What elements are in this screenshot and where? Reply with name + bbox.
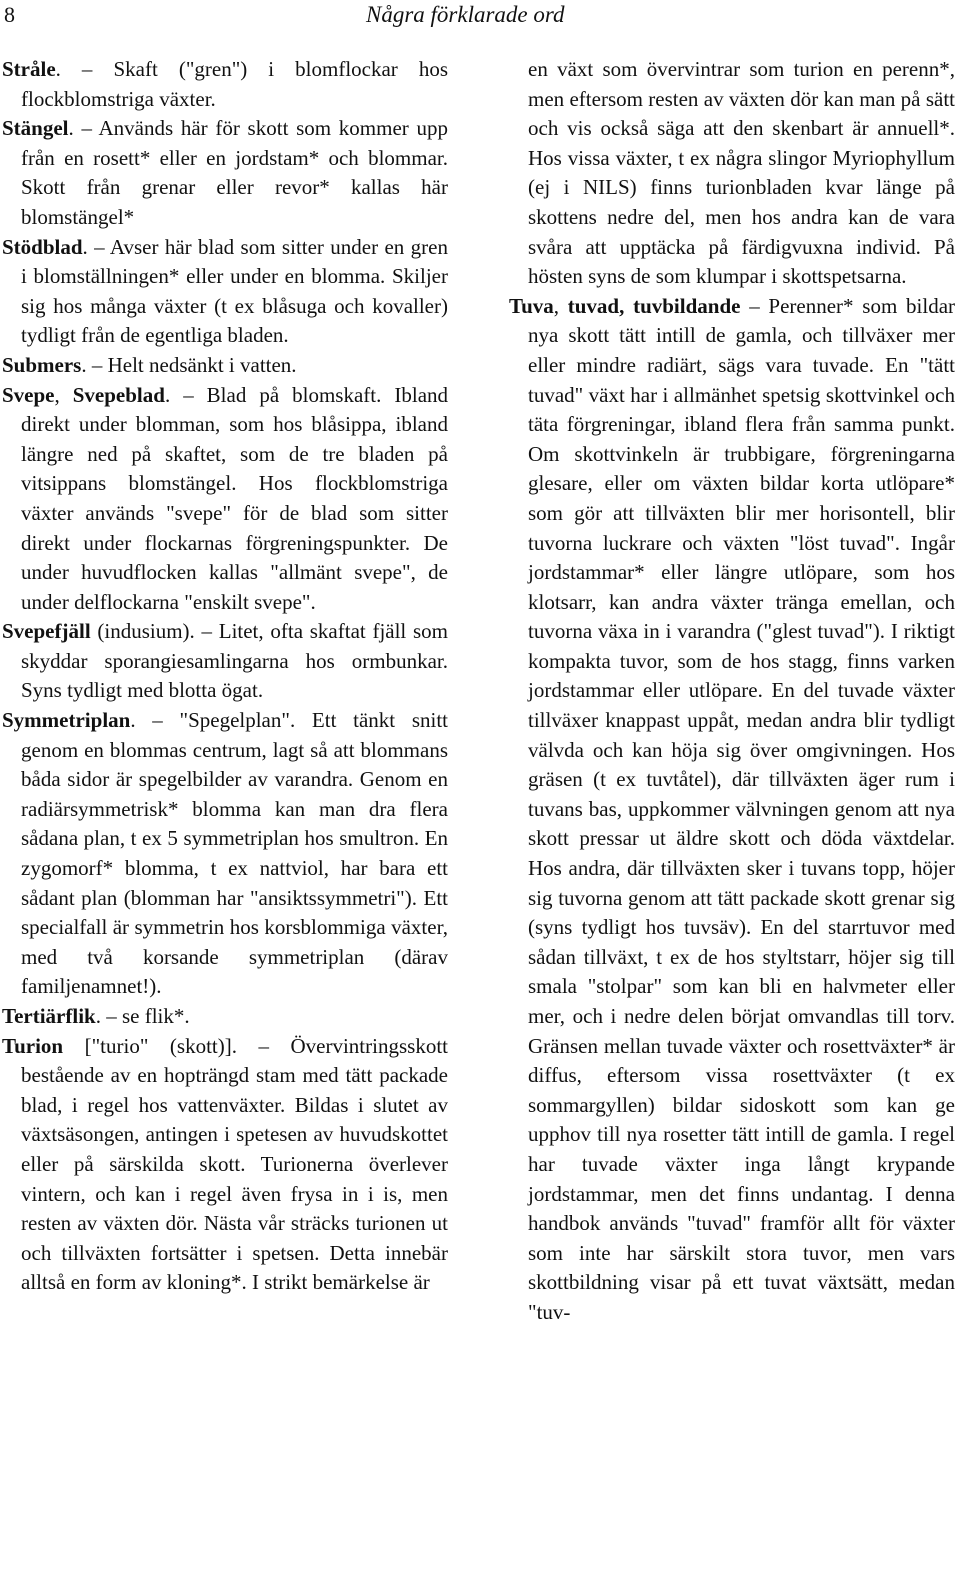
entry-term: Stråle — [2, 57, 56, 81]
entry-text: . – se flik*. — [95, 1004, 190, 1028]
glossary-entry-stangel — [2, 114, 448, 232]
glossary-entry-symmetriplan — [2, 706, 448, 1002]
entry-text: . – Avser här blad som sitter under en gren i blomställningen* eller under en blomma. Skiljer sig hos många växter (t ex blåsuga och kovaller) tydligt från de egentliga bladen. — [21, 234, 448, 348]
glossary-entry-tuva — [509, 292, 955, 1328]
entry-term: Tertiärflik — [2, 1004, 96, 1028]
entry-text: . – Skaft ("gren") i blomflockar hos flockblomstriga växter. — [21, 57, 448, 111]
entry-term: Svepefjäll — [2, 619, 91, 644]
entry-text: (indusium). – Litet, ofta skaftat fjäll som skyddar sporangiesamlingarna hos ormbunkar. Syns tydligt med blotta ögat. — [21, 619, 448, 703]
entry-text: – Perenner* som bildar nya skott tätt intill de gamla, och tillväxer mer eller mindre radiärt, sägs vara tuvade. En "tätt tuvad" växt har i allmänhet spetsig skottvinkel och täta förgreningar, ibland flera från samma punkt. Om skottvinkeln är trubbigare, förgreningarna glesare, eller om växten bildar korta utlöpare* som gör att tillväxten blir mer horisontell, blir tuvorna luckrare och växten "löst tuvad". Ingår jordstammar* eller längre utlöpare, som hos klotsarr, kan andra växter tränga emellan, och tuvorna växa in i varandra ("glest tuvad"). I riktigt kompakta tuvor, som de hos stagg, finns varken jordstammar eller utlöpare. En del tuvade växter tillväxer knappast uppåt, medan andra blir tydligt välvda och kan höja sig över omgivningen. Hos gräsen (t ex tuvtåtel), där tillväxten äger rum i tuvans bas, uppkommer välvningen genom att nya skott pressar ut äldre skott och döda växtdelar. Hos andra, där tillväxten sker i tuvans topp, höjer sig tuvorna genom att tätt packade skott grenar sig (syns tydligt hos tuvsäv). En del starrtuvor med sådan tillväxt, t ex de hos styltstarr, höjer sig till smala "stolpar" som kan bli en halvmeter eller mer, och i nedre delen börjat omvandlas till torv. Gränsen mellan tuvade växter och rosettväxter* är diffus, eftersom vissa rosettväxter (t ex sommargyllen) bildar sidoskott som kan ge upphov till nya rosetter tätt intill de gamla. I regel har tuvade växter inga långt krypande jordstammar, men det finns undantag. I denna handbok används "tuvad" framför allt för växter som inte har särskilt stora tuvor, men vars skottbildning visar på ett tuvat växtsätt, medan "tuv- — [528, 293, 956, 1324]
page-number: 8 — [4, 2, 15, 27]
entry-text: . – Blad på blomskaft. Ibland direkt under blomman, som hos blåsippa, ibland längre ned på skaftet, som de tre bladen på vitsippans blomstängel. Hos flockblomstriga växter används "svepe" för de blad som sitter direkt under flockarnas förgreningspunkter. De under huvudflocken kallas "allmänt svepe", de under delflockarna "enskilt svepe". — [21, 382, 449, 614]
entry-text: . – "Spegelplan". Ett tänkt snitt genom en blommas centrum, lagt så att blommans båda sidor är spegelbilder av varandra. Genom en radiärsymmetrisk* blomma kan man dra flera sådana plan, t ex 5 symmetriplan hos smultron. En zygomorf* blomma, t ex nattviol, har bara ett sådant plan (blomman har "ansiktssymmetri"). Ett specialfall är symmetrin hos korsblommiga växter, med två korsande symmetriplan (därav familjenamnet!). — [21, 708, 448, 999]
glossary-entry-strale — [2, 55, 448, 114]
glossary-entry-svepe — [2, 381, 448, 618]
glossary-entry-tertiarflik — [2, 1002, 448, 1032]
term-separator: , — [553, 293, 568, 318]
entry-term-secondary: tuvad, tuvbildande — [567, 293, 741, 318]
left-column — [2, 55, 448, 1298]
entry-term: Tuva — [509, 293, 554, 318]
glossary-entry-turion — [2, 1032, 448, 1298]
right-column — [509, 55, 955, 1328]
entry-term: Svepe — [2, 382, 55, 407]
entry-text: . – Helt nedsänkt i vatten. — [81, 352, 297, 377]
entry-term: Submers — [2, 352, 82, 377]
entry-text: . – Används här för skott som kommer upp från en rosett* eller en jordstam* och blommar. Skott från grenar eller revor* kallas här blomstängel* — [21, 116, 448, 229]
page-header — [0, 0, 960, 40]
entry-term: Turion — [2, 1033, 64, 1058]
glossary-entry-submers — [2, 351, 448, 381]
glossary-entry-svepefjall — [2, 617, 448, 706]
term-separator: , — [54, 382, 73, 407]
glossary-entry-stodblad — [2, 233, 448, 351]
entry-text: ["turio" (skott)]. – Övervintringsskott bestående av en hopträngd stam med tätt packade blad, i regel hos vattenväxter. Bildas i slutet av växtsäsongen, antingen i spetesen av huvudskottet eller på särskilda skott. Turionerna överlever vintern, och kan i regel även frysa in i is, men resten av växten dör. Nästa vår sträcks turionen ut och tillväxten fortsätter i spetsen. Detta innebär alltså en form av kloning*. I strikt bemärkelse är — [21, 1033, 448, 1295]
entry-term: Stängel — [2, 116, 69, 141]
running-title: Några förklarade ord — [366, 2, 565, 27]
entry-term-secondary: Svepeblad — [72, 382, 165, 407]
entry-term: Stödblad — [2, 234, 83, 259]
entry-term: Symmetriplan — [2, 708, 131, 733]
glossary-entry-continuation: en växt som övervintrar som turion en perenn*, men eftersom resten av växten dör kan man på sätt och vis också säga att den skenbart är annuell*. Hos vissa växter, t ex några slingor Myriophyllum (ej i NILS) finns turionbladen kvar länge på skottens nedre del, men hos andra kan de vara svåra att upptäcka på färdigvuxna individ. På hösten syns de som klumpar i skottspetsarna. — [528, 57, 955, 289]
